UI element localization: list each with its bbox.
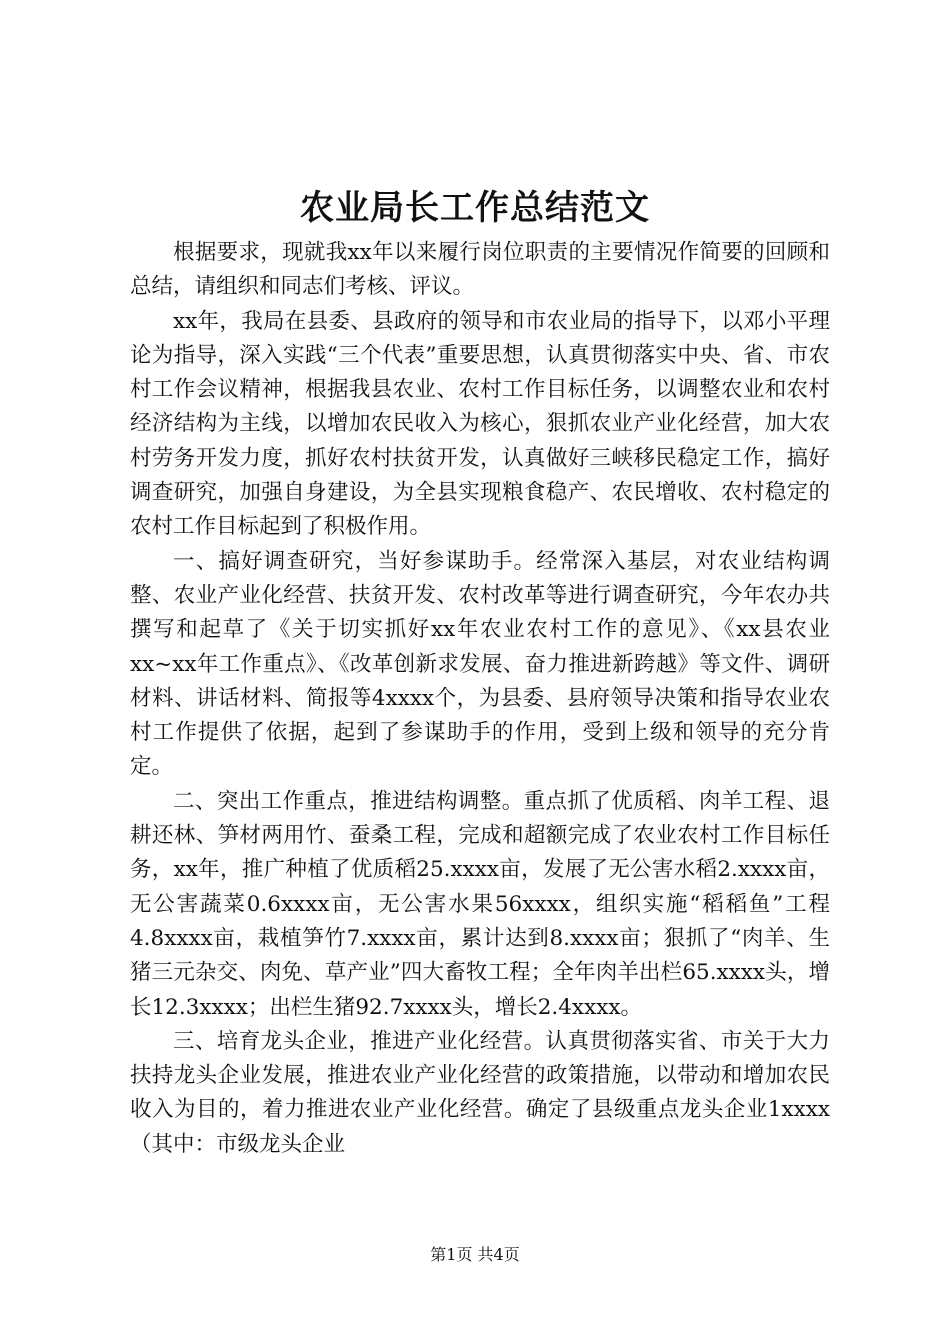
paragraph-intro: 根据要求，现就我xx年以来履行岗位职责的主要情况作简要的回顾和总结，请组织和同志们考核、评议。 [130, 240, 830, 300]
document-title: 农业局长工作总结范文 [300, 188, 650, 228]
paragraph-section-3: 三、培育龙头企业，推进产业化经营。认真贯彻落实省、市关于大力扶持龙头企业发展，推进农业产业化经营的政策措施，以带动和增加农民收入为目的，着力推进农业产业化经营。确定了县级重点龙头企业1xxxx（其中：市级龙头企业 [130, 1028, 830, 1157]
paragraph-section-2: 二、突出工作重点，推进结构调整。重点抓了优质稻、肉羊工程、退耕还林、笋材两用竹、蚕桑工程，完成和超额完成了农业农村工作目标任务，xx年，推广种植了优质稻25.xxxx亩，发展了无公害水稻2.xxxx亩，无公害蔬菜0.6xxxx亩，无公害水果56xxxx，组织实施“稻稻鱼”工程4.8xxxx亩，栽植笋竹7.xxxx亩，累计达到8.xxxx亩；狠抓了“肉羊、生猪三元杂交、肉免、草产业”四大畜牧工程；全年肉羊出栏65.xxxx头，增长12.3xxxx；出栏生猪92.7xxxx头，增长2.4xxxx。 [130, 788, 830, 1020]
paragraph-overview: xx年，我局在县委、县政府的领导和市农业局的指导下，以邓小平理论为指导，深入实践“三个代表”重要思想，认真贯彻落实中央、省、市农村工作会议精神，根据我县农业、农村工作目标任务，以调整农业和农村经济结构为主线，以增加农民收入为核心，狠抓农业产业化经营，加大农村劳务开发力度，抓好农村扶贫开发，认真做好三峡移民稳定工作，搞好调查研究，加强自身建设，为全县实现粮食稳产、农民增收、农村稳定的农村工作目标起到了积极作用。 [130, 308, 830, 540]
paragraph-section-1: 一、搞好调查研究，当好参谋助手。经常深入基层，对农业结构调整、农业产业化经营、扶贫开发、农村改革等进行调查研究，今年农办共撰写和起草了《关于切实抓好xx年农业农村工作的意见》、《xx县农业xx~xx年工作重点》、《改革创新求发展、奋力推进新跨越》等文件、调研材料、讲话材料、简报等4xxxx个，为县委、县府领导决策和指导农业农村工作提供了依据，起到了参谋助手的作用，受到上级和领导的充分肯定。 [130, 548, 830, 780]
document-body [130, 236, 830, 1162]
page-number-footer: 第1页 共4页 [430, 1245, 520, 1264]
